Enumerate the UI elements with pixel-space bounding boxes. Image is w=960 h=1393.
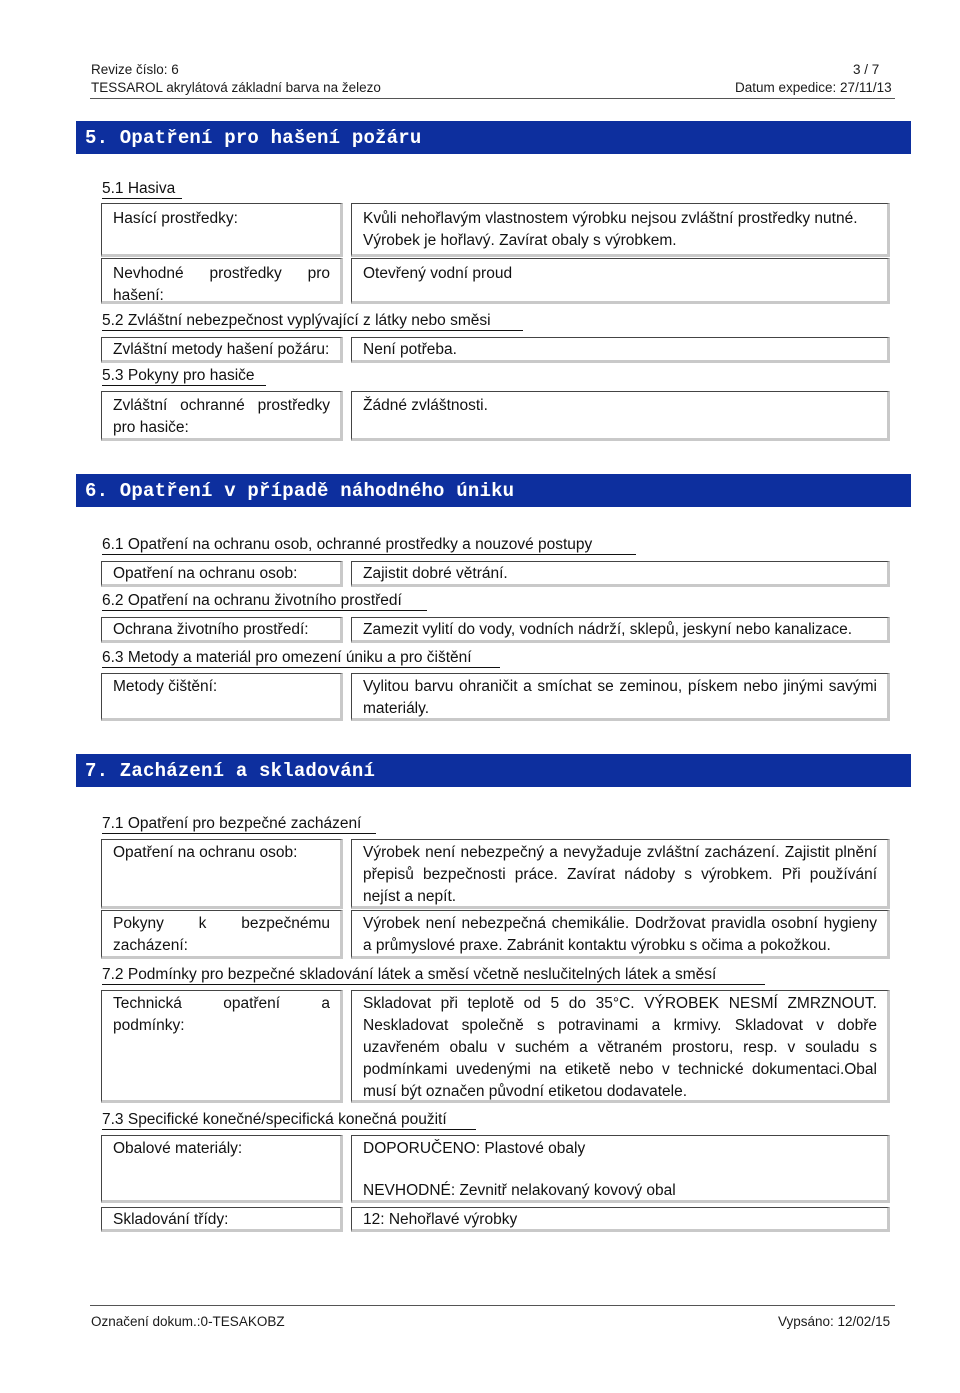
- label-protective-equipment: Zvláštní ochranné prostředky pro hasiče:: [113, 397, 330, 436]
- label-storage-class: Skladování třídy:: [113, 1211, 229, 1228]
- label-handling-instructions: Pokyny k bezpečnému zacházení:: [113, 915, 330, 954]
- subsection-6-1-title: 6.1 Opatření na ochranu osob, ochranné prostředky a nouzové postupy: [102, 536, 593, 553]
- cell-6-3-value-1: [351, 673, 890, 721]
- subsection-5-3-underline: [102, 385, 266, 386]
- label-special-methods: Zvláštní metody hašení požáru:: [113, 341, 330, 358]
- cell-6-2-label-1: [101, 617, 343, 643]
- subsection-6-1-underline: [102, 554, 636, 555]
- header-product: TESSAROL akrylátová základní barva na železo: [91, 80, 381, 95]
- cell-5-2-value-1: [351, 337, 890, 363]
- subsection-6-3-underline: [102, 667, 500, 668]
- header-page: 3 / 7: [853, 62, 880, 77]
- value-packaging-unsuitable: NEVHODNÉ: Zevnitř nelakovaný kovový obal: [363, 1182, 676, 1199]
- cell-7-1-label-1: [101, 839, 343, 909]
- label-environmental-precautions: Ochrana životního prostředí:: [113, 621, 309, 638]
- cell-5-1-value-2: [351, 258, 890, 304]
- label-cleaning-methods: Metody čištění:: [113, 678, 218, 695]
- subsection-5-2-underline: [102, 330, 523, 331]
- value-extinguishing-media: Kvůli nehořlavým vlastnostem výrobku nejsou zvláštní prostředky nutné. Výrobek je hořlavý. Zavírat obaly s výrobkem.: [363, 210, 858, 249]
- footer-issued-date: Vypsáno: 12/02/15: [778, 1314, 891, 1329]
- cell-7-1-value-2: [351, 910, 890, 959]
- value-environmental-precautions: Zamezit vylití do vody, vodních nádrží, sklepů, jeskyní nebo kanalizace.: [363, 621, 853, 638]
- section-7-title: 7. Zacházení a skladování: [76, 754, 911, 787]
- header-date: Datum expedice: 27/11/13: [735, 80, 892, 95]
- value-unsuitable-media: Otevřený vodní proud: [363, 265, 513, 282]
- subsection-7-2-title: 7.2 Podmínky pro bezpečné skladování látek a směsí včetně neslučitelných látek a směsí: [102, 966, 717, 983]
- footer-document-id: Označení dokum.:0-TESAKOBZ: [91, 1314, 285, 1329]
- subsection-6-2-title: 6.2 Opatření na ochranu životního prostředí: [102, 592, 402, 609]
- label-technical-measures: Technická opatření a podmínky:: [113, 995, 330, 1034]
- cell-7-1-value-1: [351, 839, 890, 909]
- label-extinguishing-media: Hasící prostředky:: [113, 210, 238, 227]
- header-revision: Revize číslo: 6: [91, 62, 179, 77]
- cell-7-3-value-2: [351, 1207, 890, 1232]
- value-protective-equipment: Žádné zvláštnosti.: [363, 397, 488, 414]
- subsection-7-1-title: 7.1 Opatření pro bezpečné zacházení: [102, 815, 362, 832]
- label-safe-handling-precautions: Opatření na ochranu osob:: [113, 844, 298, 861]
- subsection-7-1-underline: [102, 833, 376, 834]
- subsection-7-3-underline: [102, 1129, 476, 1130]
- cell-6-1-label-1: [101, 561, 343, 587]
- value-handling-instructions: Výrobek není nebezpečná chemikálie. Dodržovat pravidla osobní hygieny a průmyslové praxe. Zabránit kontaktu výrobku s očima a pokožkou.: [363, 915, 877, 954]
- value-personal-precautions: Zajistit dobré větrání.: [363, 565, 508, 582]
- section-5-title: 5. Opatření pro hašení požáru: [76, 121, 911, 154]
- label-packaging-materials: Obalové materiály:: [113, 1140, 243, 1157]
- subsection-5-1-title: 5.1 Hasiva: [102, 180, 176, 197]
- cell-5-3-label-1: [101, 391, 343, 441]
- cell-5-3-value-1: [351, 391, 890, 441]
- value-technical-measures: Skladovat při teplotě od 5 do 35°C. VÝROBEK NESMÍ ZMRZNOUT. Neskladovat společně s potravinami a krmivy. Skladovat v dobře uzavřeném obalu v suchém a větraném prostoru, resp. v souladu s podmínkami uvedenými na etiketě nebo v technické dokumentaci.Obal musí být označen původní etiketou dodavatele.: [363, 995, 877, 1100]
- cell-5-2-label-1: [101, 337, 343, 363]
- cell-6-1-value-1: [351, 561, 890, 587]
- value-cleaning-methods: Vylitou barvu ohraničit a smíchat se zeminou, pískem nebo jinými savými materiály.: [363, 678, 877, 717]
- footer-rule: [90, 1305, 895, 1306]
- cell-7-3-value-1: [351, 1135, 890, 1203]
- header-rule: [90, 98, 895, 99]
- subsection-5-3-title: 5.3 Pokyny pro hasiče: [102, 367, 255, 384]
- value-storage-class: 12: Nehořlavé výrobky: [363, 1211, 518, 1228]
- cell-7-2-label-1: [101, 990, 343, 1103]
- cell-7-1-label-2: [101, 910, 343, 959]
- label-personal-precautions: Opatření na ochranu osob:: [113, 565, 298, 582]
- cell-6-3-label-1: [101, 673, 343, 721]
- label-unsuitable-media: Nevhodné prostředky pro hašení:: [113, 265, 330, 304]
- cell-5-1-label-1: [101, 203, 343, 257]
- subsection-5-1-underline: [102, 198, 182, 199]
- cell-7-3-label-1: [101, 1135, 343, 1203]
- section-6-title: 6. Opatření v případě náhodného úniku: [76, 474, 911, 507]
- subsection-7-2-underline: [102, 984, 765, 985]
- subsection-6-3-title: 6.3 Metody a materiál pro omezení úniku a pro čištění: [102, 649, 472, 666]
- value-packaging-recommended: DOPORUČENO: Plastové obaly: [363, 1140, 586, 1157]
- subsection-6-2-underline: [102, 610, 427, 611]
- value-safe-handling-precautions: Výrobek není nebezpečný a nevyžaduje zvláštní zacházení. Zajistit plnění přepisů bezpečnosti práce. Zavírat nádoby s výrobkem. Při používání nejíst a nepít.: [363, 844, 877, 905]
- cell-7-3-label-2: [101, 1207, 343, 1232]
- cell-7-2-value-1: [351, 990, 890, 1103]
- subsection-7-3-title: 7.3 Specifické konečné/specifická konečná použití: [102, 1111, 447, 1128]
- subsection-5-2-title: 5.2 Zvláštní nebezpečnost vyplývající z látky nebo směsi: [102, 312, 491, 329]
- cell-5-1-label-2: [101, 258, 343, 304]
- cell-6-2-value-1: [351, 617, 890, 643]
- cell-5-1-value-1: [351, 203, 890, 257]
- value-special-methods: Není potřeba.: [363, 341, 457, 358]
